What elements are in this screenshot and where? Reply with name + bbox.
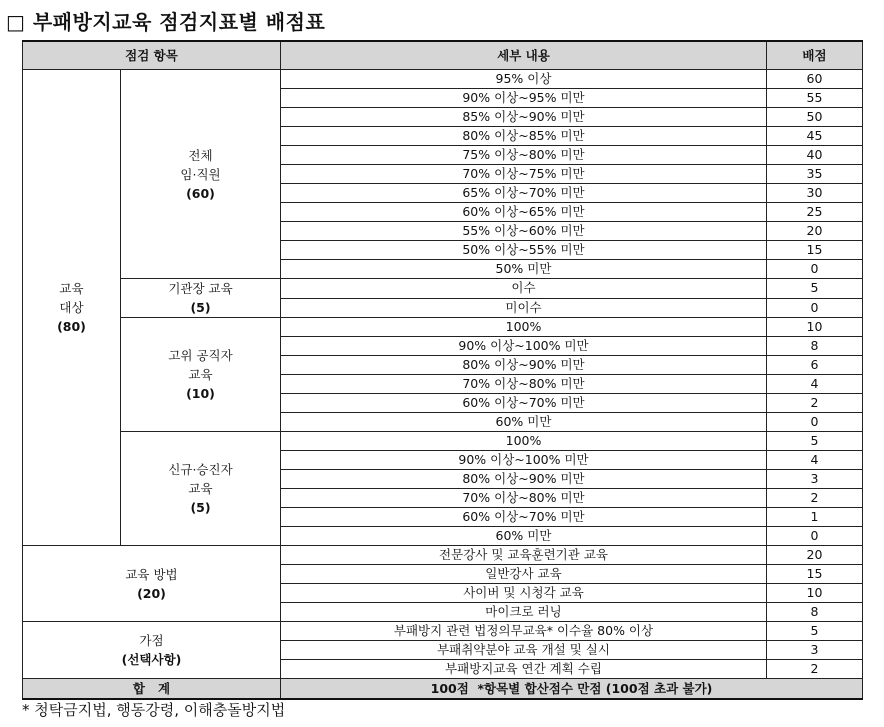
detail-cell: 95% 이상 (281, 70, 767, 89)
group-new (121, 432, 281, 546)
score-cell: 3 (767, 641, 863, 660)
score-cell: 4 (767, 451, 863, 470)
score-cell: 40 (767, 146, 863, 165)
detail-cell: 50% 미만 (281, 260, 767, 279)
score-cell: 4 (767, 375, 863, 394)
score-cell: 55 (767, 89, 863, 108)
score-cell: 2 (767, 660, 863, 679)
score-cell: 60 (767, 70, 863, 89)
score-cell: 10 (767, 584, 863, 603)
detail-cell: 90% 이상~100% 미만 (281, 451, 767, 470)
detail-cell: 60% 이상~65% 미만 (281, 203, 767, 222)
detail-cell: 부패방지교육 연간 계획 수립 (281, 660, 767, 679)
category-method-l1: 교육 방법 (125, 566, 178, 582)
footnote: * 청탁금지법, 행동강령, 이해충돌방지법 (22, 701, 286, 719)
category-method-l2: (20) (137, 585, 166, 601)
score-table (22, 40, 863, 700)
score-cell: 20 (767, 546, 863, 565)
detail-cell: 마이크로 러닝 (281, 603, 767, 622)
score-cell: 30 (767, 184, 863, 203)
group-all-l1: 전체 (188, 147, 213, 163)
group-head-l1: 기관장 교육 (168, 281, 233, 296)
score-cell: 5 (767, 432, 863, 451)
score-cell: 20 (767, 222, 863, 241)
group-senior (121, 318, 281, 432)
detail-cell: 70% 이상~80% 미만 (281, 489, 767, 508)
page-title: □ 부패방지교육 점검지표별 배점표 (6, 10, 326, 34)
category-method (23, 546, 281, 622)
score-cell: 15 (767, 565, 863, 584)
score-cell: 10 (767, 318, 863, 337)
score-cell: 8 (767, 337, 863, 356)
header-score: 배점 (767, 41, 863, 70)
group-all-l3: (60) (186, 185, 215, 201)
detail-cell: 90% 이상~100% 미만 (281, 337, 767, 356)
score-cell: 35 (767, 165, 863, 184)
detail-cell: 이수 (281, 279, 767, 299)
category-bonus (23, 622, 281, 679)
score-cell: 1 (767, 508, 863, 527)
detail-cell: 75% 이상~80% 미만 (281, 146, 767, 165)
score-cell: 15 (767, 241, 863, 260)
detail-cell: 55% 이상~60% 미만 (281, 222, 767, 241)
detail-cell: 80% 이상~90% 미만 (281, 470, 767, 489)
group-senior-l2: 교육 (188, 367, 213, 382)
score-cell: 25 (767, 203, 863, 222)
group-senior-l1: 고위 공직자 (168, 348, 233, 363)
detail-cell: 100% (281, 318, 767, 337)
group-all (121, 70, 281, 279)
detail-cell: 부패취약분야 교육 개설 및 실시 (281, 641, 767, 660)
score-cell: 0 (767, 260, 863, 279)
detail-cell: 부패방지 관련 법정의무교육* 이수율 80% 이상 (281, 622, 767, 641)
detail-cell: 65% 이상~70% 미만 (281, 184, 767, 203)
score-cell: 5 (767, 279, 863, 299)
header-detail: 세부 내용 (281, 41, 767, 70)
detail-cell: 100% (281, 432, 767, 451)
total-text: 100점 *항목별 합산점수 만점 (100점 초과 불가) (281, 679, 863, 700)
detail-cell: 50% 이상~55% 미만 (281, 241, 767, 260)
detail-cell: 80% 이상~85% 미만 (281, 127, 767, 146)
detail-cell: 사이버 및 시청각 교육 (281, 584, 767, 603)
detail-cell: 90% 이상~95% 미만 (281, 89, 767, 108)
header-item: 점검 항목 (23, 41, 281, 70)
group-new-l1: 신규·승진자 (168, 462, 233, 477)
score-cell: 0 (767, 298, 863, 318)
score-cell: 50 (767, 108, 863, 127)
detail-cell: 85% 이상~90% 미만 (281, 108, 767, 127)
group-senior-l3: (10) (186, 386, 215, 401)
score-cell: 2 (767, 489, 863, 508)
group-new-l2: 교육 (188, 481, 213, 496)
score-cell: 5 (767, 622, 863, 641)
group-head-l2: (5) (190, 300, 211, 315)
score-cell: 2 (767, 394, 863, 413)
score-cell: 6 (767, 356, 863, 375)
category-target (23, 70, 121, 546)
detail-cell: 70% 이상~80% 미만 (281, 375, 767, 394)
score-cell: 8 (767, 603, 863, 622)
score-cell: 45 (767, 127, 863, 146)
detail-cell: 60% 이상~70% 미만 (281, 508, 767, 527)
total-label: 합 계 (23, 679, 281, 700)
detail-cell: 60% 이상~70% 미만 (281, 394, 767, 413)
score-cell: 0 (767, 527, 863, 546)
category-target-l2: 대상 (59, 300, 84, 315)
detail-cell: 일반강사 교육 (281, 565, 767, 584)
detail-cell: 80% 이상~90% 미만 (281, 356, 767, 375)
detail-cell: 60% 미만 (281, 527, 767, 546)
detail-cell: 70% 이상~75% 미만 (281, 165, 767, 184)
category-bonus-l1: 가점 (139, 633, 164, 648)
detail-cell: 전문강사 및 교육훈련기관 교육 (281, 546, 767, 565)
score-cell: 0 (767, 413, 863, 432)
group-new-l3: (5) (190, 500, 211, 515)
category-target-l1: 교육 (59, 281, 84, 296)
score-cell: 3 (767, 470, 863, 489)
category-bonus-l2: (선택사항) (121, 652, 182, 667)
detail-cell: 60% 미만 (281, 413, 767, 432)
category-target-l3: (80) (57, 319, 86, 334)
group-head (121, 279, 281, 318)
group-all-l2: 임·직원 (180, 166, 221, 182)
detail-cell: 미이수 (281, 298, 767, 318)
